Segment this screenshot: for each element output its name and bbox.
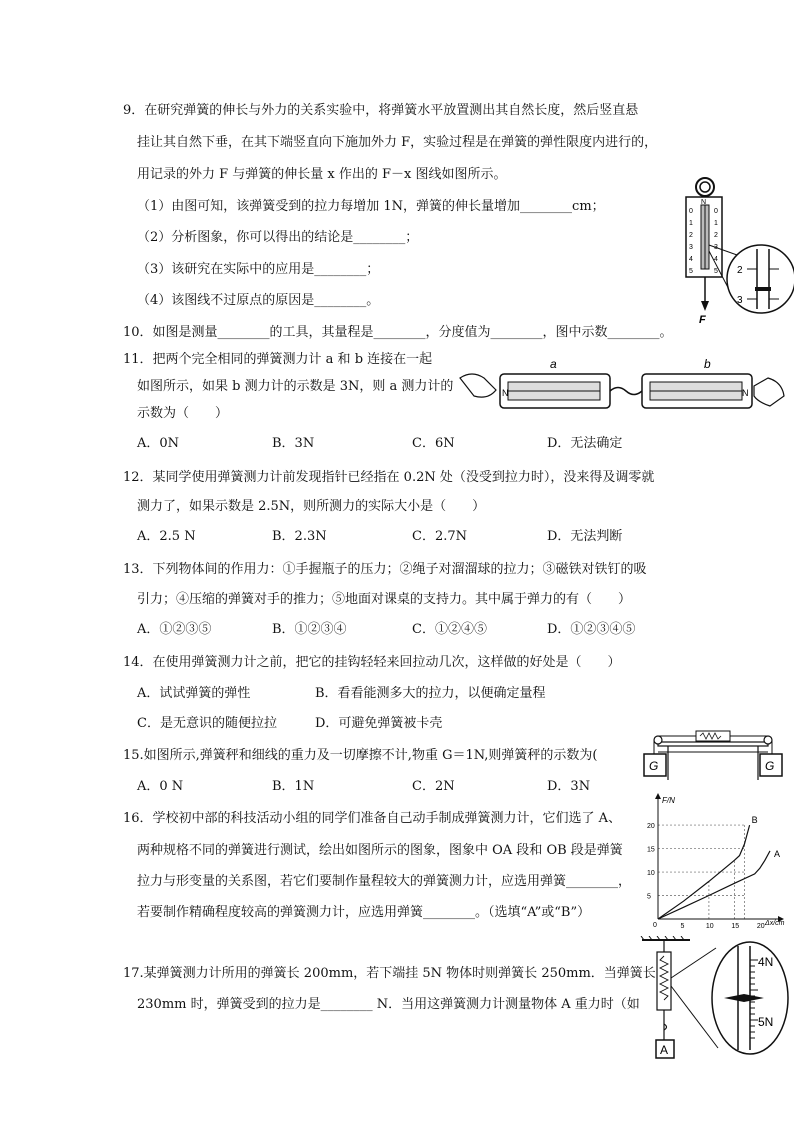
- q11-option-b: B．3N: [272, 436, 315, 451]
- q12-option-b: B．2.3N: [272, 529, 327, 544]
- chart-x-tick-5: 5: [680, 923, 685, 928]
- q13-line-2: 引力；④压缩的弹簧对手的推力；⑤地面对课桌的支持力。其中属于弹力的有（ ）: [137, 592, 632, 607]
- pulley-spring-figure: [632, 720, 794, 782]
- q9-sub-2: （2）分析图象，你可以得出的结论是________；: [137, 230, 419, 245]
- zoom-label-4n: 4N: [758, 955, 774, 969]
- weight-g-right: G: [765, 759, 775, 773]
- force-extension-chart: [646, 793, 790, 928]
- chart-y-tick-10: 10: [647, 870, 655, 878]
- q11-option-c: C．6N: [412, 436, 455, 451]
- spring-scale-figure: [677, 173, 794, 323]
- q11-option-a: A．0N: [137, 436, 180, 451]
- chart-y-tick-20: 20: [647, 823, 655, 831]
- q17-line-2: 230mm 时，弹簧受到的拉力是________ N．当用这弹簧测力计测量物体 A 重力时（如: [137, 997, 640, 1012]
- q13-option-b: B．①②③④: [272, 622, 347, 637]
- tick-1: 1: [689, 220, 693, 227]
- q15-option-c: C．2N: [412, 779, 455, 794]
- q13-line-1: 13．下列物体间的作用力：①手握瓶子的压力；②绳子对溜溜球的拉力；③磁铁对铁钉的吸: [123, 562, 647, 577]
- q9-line-1: 9．在研究弹簧的伸长与外力的关系实验中，将弹簧水平放置测出其自然长度，然后竖直悬: [123, 103, 639, 118]
- q13-option-d: D．①②③④⑤: [547, 622, 636, 637]
- q16-line-4: 若要制作精确程度较高的弹簧测力计，应选用弹簧________。（选填“A”或“B”）: [137, 905, 591, 920]
- tick-3: 3: [689, 244, 693, 251]
- q11-option-d: D．无法确定: [547, 436, 623, 451]
- scale-b-n: N: [742, 388, 749, 398]
- q16-line-2: 两种规格不同的弹簧进行测试，绘出如图所示的图象，图象中 OA 段和 OB 段是弹簧: [137, 843, 623, 858]
- hanging-spring-figure: [640, 936, 790, 1066]
- scale-a-label: a: [550, 357, 557, 371]
- q16-line-3: 拉力与形变量的关系图，若它们要制作量程较大的弹簧测力计，应选用弹簧________，: [137, 874, 632, 889]
- q12-line-1: 12．某同学使用弹簧测力计前发现指针已经指在 0.2N 处（没受到拉力时），没来得及调零就: [123, 470, 655, 485]
- q11-line-1: 11．把两个完全相同的弹簧测力计 a 和 b 连接在一起: [123, 352, 433, 367]
- q14-line-1: 14．在使用弹簧测力计之前，把它的挂钩轻轻来回拉动几次，这样做的好处是（ ）: [123, 655, 621, 670]
- tick-0: 0: [689, 208, 693, 215]
- chart-x-tick-15: 15: [731, 923, 740, 928]
- q14-option-b: B．看看能测多大的拉力，以便确定量程: [315, 686, 546, 701]
- chart-origin-label: 0: [653, 922, 657, 928]
- q15-option-b: B．1N: [272, 779, 315, 794]
- q11-line-2: 如图所示，如果 b 测力计的示数是 3N，则 a 测力计的: [137, 379, 454, 394]
- q9-sub-3: （3）该研究在实际中的应用是________；: [137, 262, 380, 277]
- chart-x-tick-10: 10: [705, 923, 714, 928]
- tick-4: 4: [689, 256, 693, 263]
- q15-option-a: A．0 N: [137, 779, 184, 794]
- q9-sub-1: （1）由图可知，该弹簧受到的拉力每增加 1N，弹簧的伸长量增加________cm；: [137, 199, 605, 214]
- zoom-label-3: 3: [737, 295, 743, 306]
- q13-option-c: C．①②④⑤: [412, 622, 487, 637]
- chart-series-line-A: [658, 851, 770, 919]
- q13-option-a: A．①②③⑤: [137, 622, 212, 637]
- q9-sub-4: （4）该图线不过原点的原因是________。: [137, 293, 380, 308]
- tick-5: 5: [689, 268, 693, 275]
- chart-series-label-A: A: [774, 848, 781, 859]
- q14-option-c: C．是无意识的随便拉拉: [137, 716, 277, 731]
- q12-line-2: 测力了，如果示数是 2.5N，则所测力的实际大小是（ ）: [137, 499, 486, 514]
- chart-guide-lines: [658, 825, 745, 919]
- q14-option-d: D．可避免弹簧被卡壳: [315, 716, 443, 731]
- scale-b-label: b: [704, 357, 711, 371]
- force-label: F: [699, 314, 706, 323]
- q12-option-c: C．2.7N: [412, 529, 467, 544]
- q12-option-a: A．2.5 N: [137, 529, 196, 544]
- tick-4-r: 4: [714, 256, 718, 263]
- chart-y-tick-5: 5: [647, 893, 651, 901]
- q15-option-d: D．3N: [547, 779, 591, 794]
- chart-y-tick-15: 15: [647, 846, 655, 854]
- tick-2-r: 2: [714, 232, 718, 239]
- q16-line-1: 16．学校初中部的科技活动小组的同学们准备自己动手制成弹簧测力计，它们选了 A、: [123, 811, 622, 826]
- q11-line-3: 示数为（ ）: [137, 406, 229, 421]
- chart-x-tick-20: 20: [756, 923, 765, 928]
- q12-option-d: D．无法判断: [547, 529, 623, 544]
- chart-xlabel: Δx/cm: [765, 920, 785, 927]
- weight-g-left: G: [649, 759, 659, 773]
- q10-line-1: 10．如图是测量________的工具，其量程是________，分度值为________，图中示数________。: [123, 325, 673, 340]
- chart-x-ticks: [680, 923, 764, 928]
- q14-option-a: A．试试弹簧的弹性: [137, 686, 251, 701]
- two-spring-scales-figure: [458, 356, 788, 426]
- scale-a-n: N: [502, 388, 509, 398]
- chart-y-ticks: [647, 823, 655, 900]
- scale-n-letter: N: [701, 199, 707, 206]
- tick-5-r: 5: [714, 268, 718, 275]
- chart-series: [658, 815, 780, 919]
- chart-ylabel: F/N: [662, 796, 675, 805]
- zoom-label-2: 2: [737, 265, 743, 276]
- q9-line-2: 挂让其自然下垂，在其下端竖直向下施加外力 F，实验过程是在弹簧的弹性限度内进行的，: [137, 135, 658, 150]
- tick-2: 2: [689, 232, 693, 239]
- tick-0-r: 0: [714, 208, 718, 215]
- zoom-label-5n: 5N: [758, 1015, 774, 1029]
- block-a-label: A: [660, 1043, 669, 1057]
- q15-line-1: 15.如图所示,弹簧秤和细线的重力及一切摩擦不计,物重 G＝1N,则弹簧秤的示数为(: [123, 748, 598, 763]
- q9-line-3: 用记录的外力 F 与弹簧的伸长量 x 作出的 F－x 图线如图所示。: [137, 167, 507, 182]
- q17-line-1: 17.某弹簧测力计所用的弹簧长 200mm，若下端挂 5N 物体时则弹簧长 250mm．当弹簧长: [123, 966, 656, 981]
- chart-series-label-B: B: [751, 815, 758, 826]
- tick-1-r: 1: [714, 220, 718, 227]
